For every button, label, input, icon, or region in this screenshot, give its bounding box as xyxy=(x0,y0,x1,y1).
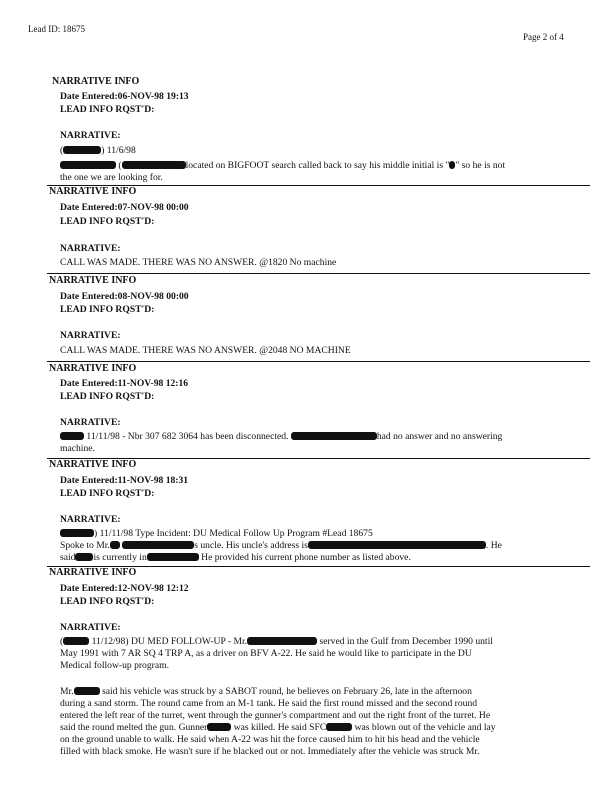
narrative-line: filled with black smoke. He wasn't sure if he blacked out or not. Immediately after the vehicle was struck Mr. xyxy=(60,746,480,757)
redaction-mark xyxy=(122,541,194,549)
lead-info-label: LEAD INFO RQST'D: xyxy=(60,596,155,607)
section-title: NARRATIVE INFO xyxy=(49,186,137,197)
narrative-line: CALL WAS MADE. THERE WAS NO ANSWER. @1820 No machine xyxy=(60,257,337,268)
lead-info-label: LEAD INFO RQST'D: xyxy=(60,391,155,402)
narrative-line: Medical follow-up program. xyxy=(60,660,169,671)
narrative-line: on the ground unable to walk. He said when A-22 was hit the force caused him to hit his head and the vehicle xyxy=(60,734,480,745)
section-title: NARRATIVE INFO xyxy=(49,567,137,578)
section-divider xyxy=(47,273,590,274)
redaction-mark xyxy=(63,146,101,154)
narrative-line: CALL WAS MADE. THERE WAS NO ANSWER. @2048 NO MACHINE xyxy=(60,345,351,356)
date-entered: Date Entered:11-NOV-98 12:16 xyxy=(60,378,189,389)
narrative-label: NARRATIVE: xyxy=(60,330,121,341)
date-entered: Date Entered:12-NOV-98 12:12 xyxy=(60,583,189,594)
lead-info-label: LEAD INFO RQST'D: xyxy=(60,304,155,315)
date-entered: Date Entered:11-NOV-98 18:31 xyxy=(60,475,189,486)
date-entered: Date Entered:06-NOV-98 19:13 xyxy=(60,91,189,102)
narrative-line: said is currently in He provided his current phone number as listed above. xyxy=(60,552,411,563)
date-entered: Date Entered:08-NOV-98 00:00 xyxy=(60,291,189,302)
section-title: NARRATIVE INFO xyxy=(49,275,137,286)
narrative-line: Spoke to Mr. s uncle. His uncle's address is . He xyxy=(60,540,502,551)
narrative-line: 11/11/98 - Nbr 307 682 3064 has been disconnected. had no answer and no answering xyxy=(60,431,502,442)
narrative-line: machine. xyxy=(60,443,95,454)
redaction-mark xyxy=(110,541,120,549)
narrative-line: ( 11/12/98) DU MED FOLLOW-UP - Mr. served in the Gulf from December 1990 until xyxy=(60,636,493,647)
narrative-line: ( located on BIGFOOT search called back to say his middle initial is " " so he is not xyxy=(60,160,505,171)
page-number: Page 2 of 4 xyxy=(523,32,564,42)
lead-info-label: LEAD INFO RQST'D: xyxy=(60,488,155,499)
redaction-mark xyxy=(74,687,100,695)
narrative-label: NARRATIVE: xyxy=(60,243,121,254)
narrative-label: NARRATIVE: xyxy=(60,417,121,428)
narrative-line: ) 11/11/98 Type Incident: DU Medical Follow Up Program #Lead 18675 xyxy=(60,528,373,539)
narrative-line: May 1991 with 7 AR SQ 4 TRP A, as a driver on BFV A-22. He said he would like to participate in the DU xyxy=(60,648,472,659)
narrative-label: NARRATIVE: xyxy=(60,622,121,633)
redaction-mark xyxy=(326,723,352,731)
section-title: NARRATIVE INFO xyxy=(49,459,137,470)
lead-info-label: LEAD INFO RQST'D: xyxy=(60,104,155,115)
section-title: NARRATIVE INFO xyxy=(52,76,140,87)
lead-info-label: LEAD INFO RQST'D: xyxy=(60,216,155,227)
narrative-line: ( ) 11/6/98 xyxy=(60,145,136,156)
narrative-label: NARRATIVE: xyxy=(60,130,121,141)
redaction-mark xyxy=(60,529,94,537)
section-divider xyxy=(47,361,590,362)
date-entered: Date Entered:07-NOV-98 00:00 xyxy=(60,202,189,213)
redaction-mark xyxy=(247,637,317,645)
redaction-mark xyxy=(75,553,93,561)
redaction-mark xyxy=(60,432,84,440)
redaction-mark xyxy=(291,432,377,440)
redaction-mark xyxy=(63,637,89,645)
narrative-label: NARRATIVE: xyxy=(60,514,121,525)
narrative-line: Mr. said his vehicle was struck by a SABOT round, he believes on February 26, late in the afternoon xyxy=(60,686,472,697)
narrative-line: entered the left rear of the turret, went through the gunner's compartment and out the right front of the turret. He xyxy=(60,710,491,721)
redaction-mark xyxy=(60,161,116,169)
lead-id-header: Lead ID: 18675 xyxy=(28,24,85,34)
section-title: NARRATIVE INFO xyxy=(49,363,137,374)
narrative-line: the one we are looking for. xyxy=(60,172,163,183)
narrative-line: said the round melted the gun. Gunner was killed. He said SFC was blown out of the vehicle and lay xyxy=(60,722,496,733)
redaction-mark xyxy=(207,723,231,731)
redaction-mark xyxy=(122,161,186,169)
narrative-line: during a sand storm. The round came from an M-1 tank. He said the first round missed and the second round xyxy=(60,698,478,709)
redaction-mark xyxy=(308,541,486,549)
redaction-mark xyxy=(147,553,199,561)
